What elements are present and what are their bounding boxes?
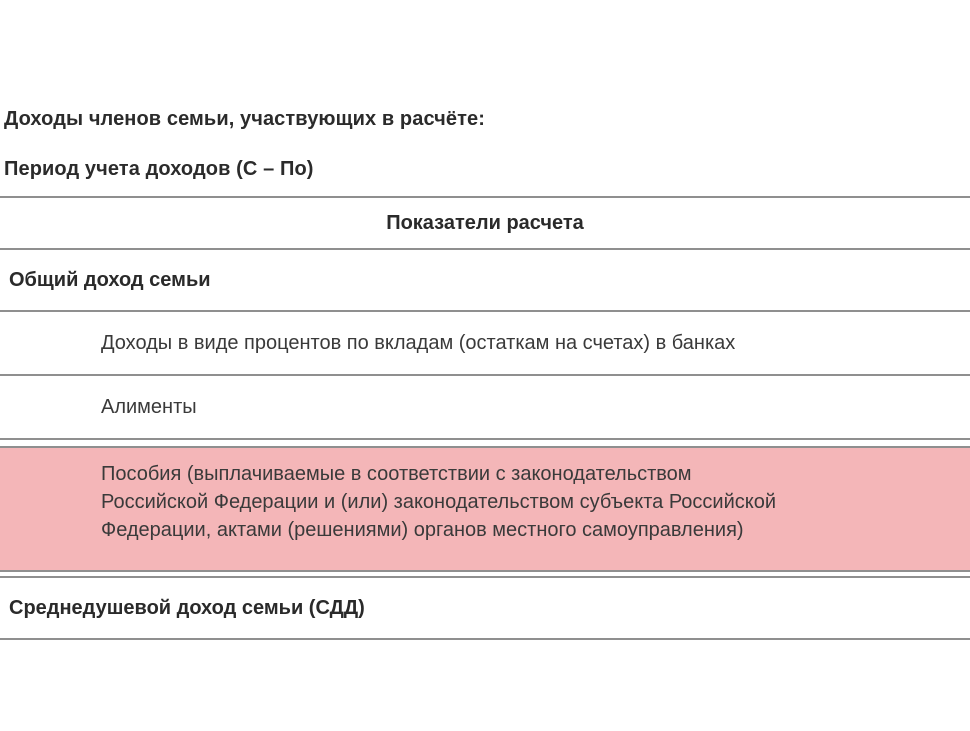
- benefits-line-2: Российской Федерации и (или) законодательством субъекта Российской: [101, 491, 777, 513]
- income-period-heading: Период учета доходов (С – По): [4, 158, 314, 180]
- bank-interest-income-label: Доходы в виде процентов по вкладам (остаткам на счетах) в банках: [101, 331, 736, 354]
- total-income-row: [0, 250, 970, 312]
- average-income-label: Среднедушевой доход семьи (СДД): [9, 596, 365, 619]
- table-header-label: Показатели расчета: [386, 211, 584, 234]
- alimony-label: Алименты: [101, 395, 197, 418]
- average-income-row: [0, 576, 970, 640]
- table-row: [0, 376, 970, 440]
- table-header: [0, 196, 970, 250]
- family-income-heading: Доходы членов семьи, участвующих в расчёте:: [4, 108, 485, 130]
- total-income-label: Общий доход семьи: [9, 268, 211, 291]
- calculation-table: [0, 196, 970, 640]
- benefits-line-3: Федерации, актами (решениями) органов местного самоуправления): [101, 519, 744, 541]
- benefits-line-1: Пособия (выплачиваемые в соответствии с законодательством: [101, 463, 692, 485]
- table-row: [0, 312, 970, 376]
- highlighted-benefits-row: [0, 446, 970, 572]
